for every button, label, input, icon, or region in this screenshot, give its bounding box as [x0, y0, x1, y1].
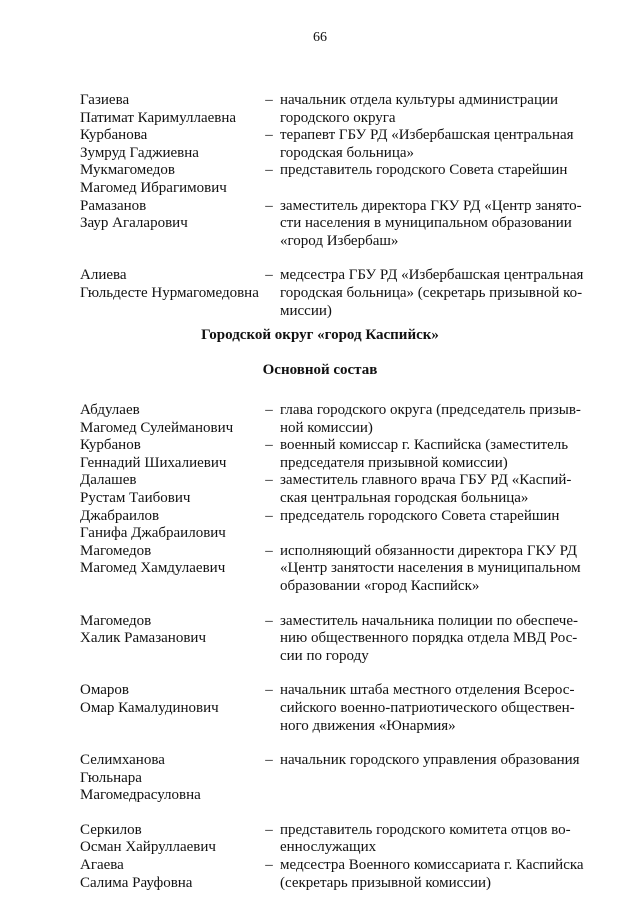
- member-position: [280, 198, 589, 251]
- name-line: Джабраилов: [80, 507, 160, 524]
- position-line: городская больница»: [280, 144, 415, 161]
- members-list-kaspiysk: [0, 402, 640, 892]
- member-entry: [0, 472, 640, 507]
- position-line: ская центральная городская больница»: [280, 489, 529, 506]
- name-line: Магомед Хамдулаевич: [80, 560, 226, 577]
- name-line: Абдулаев: [80, 402, 140, 418]
- name-line: Серкилов: [80, 821, 142, 838]
- member-position: [280, 162, 589, 197]
- name-line: Далашев: [80, 472, 137, 489]
- position-line: заместитель главного врача ГБУ РД «Каспий-: [280, 472, 572, 489]
- name-line: Ганифа Джабраилович: [80, 525, 226, 542]
- name-line: Магомед Сулейманович: [80, 419, 234, 436]
- dash-separator: –: [265, 542, 273, 559]
- position-line: сийского военно-патриотического обществен-: [280, 699, 575, 716]
- member-entry: [0, 752, 640, 805]
- position-line: сти населения в муниципальном образовании: [280, 215, 572, 232]
- position-line: еннослужащих: [280, 839, 377, 856]
- position-line: представитель городского комитета отцов во-: [280, 821, 571, 838]
- dash-separator: –: [265, 127, 273, 144]
- dash-separator: –: [265, 472, 273, 489]
- position-line: ной комиссии): [280, 419, 373, 436]
- member-position: [280, 508, 589, 543]
- member-name: [0, 198, 258, 251]
- member-name: [0, 437, 258, 472]
- position-line: начальник штаба местного отделения Всерос-: [280, 682, 575, 699]
- name-line: Зумруд Гаджиевна: [80, 144, 199, 161]
- member-position: [280, 402, 589, 437]
- position-line: терапевт ГБУ РД «Избербашская центральная: [280, 127, 574, 144]
- member-name: [0, 752, 258, 805]
- name-line: Омаров: [80, 682, 129, 699]
- member-name: [0, 92, 258, 127]
- dash-separator: –: [265, 402, 273, 418]
- dash-separator: –: [265, 507, 273, 524]
- member-position: [280, 472, 589, 507]
- member-name: [0, 613, 258, 666]
- member-entry: [0, 822, 640, 857]
- member-position: [280, 543, 589, 596]
- member-entry: [0, 682, 640, 735]
- name-line: Мукмагомедов: [80, 162, 175, 179]
- position-line: представитель городского Совета старейшин: [280, 162, 568, 179]
- name-line: Селимханова: [80, 752, 165, 769]
- dash-separator: –: [265, 857, 273, 874]
- position-line: «Центр занятости населения в муниципальном: [280, 560, 581, 577]
- name-line: Гюльдесте Нурмагомедовна: [80, 284, 259, 301]
- position-line: председателя призывной комиссии): [280, 454, 508, 471]
- name-line: Магомедов: [80, 542, 152, 559]
- member-entry: [0, 198, 640, 251]
- position-line: медсестра Военного комиссариата г. Каспийска: [280, 857, 584, 874]
- position-line: исполняющий обязанности директора ГКУ РД: [280, 542, 578, 559]
- name-line: Курбанова: [80, 127, 148, 144]
- member-entry: [0, 92, 640, 127]
- position-line: сии по городу: [280, 647, 369, 664]
- member-name: [0, 472, 258, 507]
- position-line: образовании «город Каспийск»: [280, 577, 480, 594]
- position-line: ного движения «Юнармия»: [280, 717, 456, 734]
- member-entry: [0, 508, 640, 543]
- position-line: медсестра ГБУ РД «Избербашская центральная: [280, 267, 584, 284]
- position-line: глава городского округа (председатель призыв-: [280, 402, 581, 418]
- position-line: заместитель директора ГКУ РД «Центр занято-: [280, 197, 582, 214]
- dash-separator: –: [265, 267, 273, 284]
- member-entry: [0, 437, 640, 472]
- position-line: нию общественного порядка отдела МВД Рос-: [280, 630, 578, 647]
- name-line: Агаева: [80, 857, 124, 874]
- position-line: заместитель начальника полиции по обеспече-: [280, 612, 578, 629]
- member-position: [280, 822, 589, 857]
- member-name: [0, 402, 258, 437]
- name-line: Магомедрасуловна: [80, 787, 201, 804]
- dash-separator: –: [265, 612, 273, 629]
- name-line: Рустам Таибович: [80, 489, 191, 506]
- member-position: [280, 752, 589, 805]
- dash-separator: –: [265, 821, 273, 838]
- member-name: [0, 127, 258, 162]
- name-line: Салима Рауфовна: [80, 874, 193, 891]
- members-list-izberbash: [0, 92, 640, 320]
- member-name: [0, 822, 258, 857]
- district-heading: Городской округ «город Каспийск»: [201, 327, 439, 343]
- member-position: [280, 437, 589, 472]
- member-entry: [0, 543, 640, 596]
- member-entry: [0, 162, 640, 197]
- name-line: Омар Камалудинович: [80, 699, 219, 716]
- member-entry: [0, 613, 640, 666]
- name-line: Заур Агаларович: [80, 215, 188, 232]
- name-line: Рамазанов: [80, 197, 147, 214]
- name-line: Гюльнара: [80, 769, 142, 786]
- position-line: начальник городского управления образования: [280, 752, 580, 769]
- member-position: [280, 613, 589, 666]
- position-line: военный комиссар г. Каспийска (заместитель: [280, 437, 569, 454]
- name-line: Магомед Ибрагимович: [80, 179, 227, 196]
- member-position: [280, 682, 589, 735]
- name-line: Геннадий Шихалиевич: [80, 454, 227, 471]
- composition-heading: Основной состав: [262, 362, 378, 378]
- member-entry: [0, 127, 640, 162]
- dash-separator: –: [265, 197, 273, 214]
- member-position: [280, 127, 589, 162]
- dash-separator: –: [265, 682, 273, 699]
- member-position: [280, 857, 589, 892]
- dash-separator: –: [265, 752, 273, 769]
- member-position: [280, 92, 589, 127]
- member-name: [0, 508, 258, 543]
- position-line: председатель городского Совета старейшин: [280, 507, 560, 524]
- position-line: городская больница» (секретарь призывной ко-: [280, 284, 583, 301]
- position-line: городского округа: [280, 109, 396, 126]
- name-line: Газиева: [80, 92, 130, 108]
- name-line: Халик Рамазанович: [80, 630, 206, 647]
- member-name: [0, 857, 258, 892]
- name-line: Алиева: [80, 267, 127, 284]
- dash-separator: –: [265, 437, 273, 454]
- member-name: [0, 682, 258, 735]
- member-name: [0, 267, 258, 320]
- position-line: (секретарь призывной комиссии): [280, 874, 491, 891]
- name-line: Осман Хайруллаевич: [80, 839, 216, 856]
- member-name: [0, 162, 258, 197]
- name-line: Патимат Каримуллаевна: [80, 109, 237, 126]
- member-entry: [0, 267, 640, 320]
- position-line: миссии): [280, 302, 332, 319]
- position-line: начальник отдела культуры администрации: [280, 92, 559, 108]
- dash-separator: –: [265, 92, 273, 108]
- member-name: [0, 543, 258, 596]
- member-entry: [0, 857, 640, 892]
- position-line: «город Избербаш»: [280, 232, 399, 249]
- member-position: [280, 267, 589, 320]
- name-line: Магомедов: [80, 612, 152, 629]
- member-entry: [0, 402, 640, 437]
- dash-separator: –: [265, 162, 273, 179]
- page-number: 66: [313, 30, 327, 45]
- name-line: Курбанов: [80, 437, 141, 454]
